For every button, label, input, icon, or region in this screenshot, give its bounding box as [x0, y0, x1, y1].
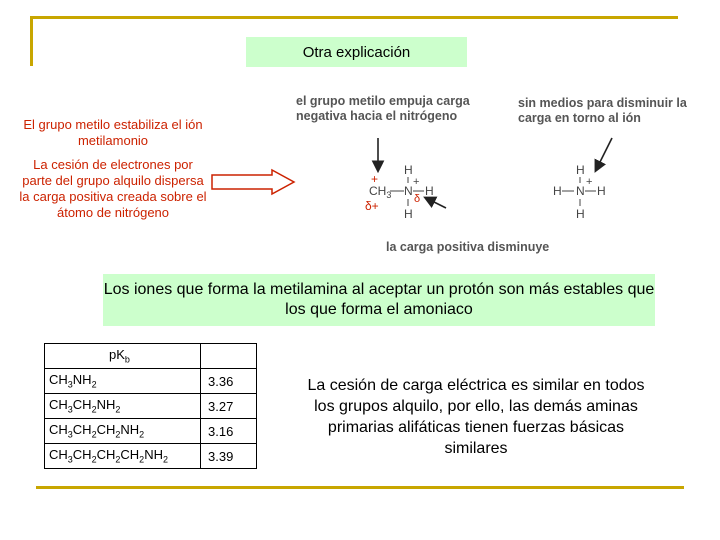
header-right	[201, 344, 257, 369]
compound-cell: $CH_3CH_2CH_2NH_2$	[45, 419, 201, 444]
table-row	[45, 369, 257, 394]
frame-top-line	[30, 16, 678, 19]
delta-plus-methyl: δ+	[365, 199, 379, 213]
molecule-drawing	[290, 90, 710, 260]
ammonium-h-top: H	[576, 163, 585, 177]
ammonium-nitrogen: N	[576, 184, 585, 198]
ammonium-h-left: H	[553, 184, 562, 198]
label-charge-decreases: la carga positiva disminuye	[386, 240, 550, 254]
ch3-group: $CH_3$	[369, 184, 392, 200]
pkb-cell: 3.39	[201, 444, 257, 469]
pkb-cell: 3.27	[201, 394, 257, 419]
slide-title-text: Otra explicación	[302, 43, 411, 61]
ammonium-h-bottom: H	[576, 207, 585, 221]
conclusion-text: La cesión de carga eléctrica es similar en todos los grupos alquilo, por ello, las demás aminas primarias alifáticas tienen fuerzas básicas similares	[307, 377, 645, 457]
compound-cell: $CH_3CH_2NH_2$	[45, 394, 201, 419]
note-methyl-stabilizes: El grupo metilo estabiliza el ión metilamonio	[23, 117, 203, 148]
hydrogen-right: H	[425, 184, 434, 198]
right-arrow-icon	[210, 168, 300, 196]
arrow-decrease	[426, 198, 446, 208]
ammonium-plus: +	[586, 176, 593, 188]
hydrogen-top: H	[404, 163, 413, 177]
header-pkb-text: $pK_b$	[109, 347, 130, 365]
label-methyl-pushes: el grupo metilo empuja carga negativa hacia el nitrógeno	[296, 94, 470, 123]
table-row	[45, 419, 257, 444]
frame-left-line	[30, 16, 33, 66]
note-electron-donation: La cesión de electrones por parte del grupo alquilo dispersa la carga positiva creada sobre el átomo de nitrógeno	[19, 157, 207, 220]
hydrogen-bottom: H	[404, 207, 413, 221]
compound-cell: $CH_3NH_2$	[45, 369, 201, 394]
table-row	[45, 444, 257, 469]
pkb-table	[44, 343, 257, 469]
pkb-cell: 3.36	[201, 369, 257, 394]
ammonium-h-right: H	[597, 184, 606, 198]
frame-bottom-line	[36, 486, 684, 489]
delta-on-n: δ	[414, 193, 421, 205]
stability-statement	[103, 274, 655, 326]
compound-cell: $CH_3CH_2CH_2CH_2NH_2$	[45, 444, 201, 469]
plus-charge-n: +	[413, 176, 420, 188]
nitrogen-atom: N	[404, 184, 413, 198]
header-pkb	[45, 344, 201, 369]
table-header-row	[45, 344, 257, 369]
table-row	[45, 394, 257, 419]
label-no-means: sin medios para disminuir la carga en torno al ión	[518, 96, 687, 125]
pkb-cell: 3.16	[201, 419, 257, 444]
plus-sign-methyl: +	[371, 172, 379, 186]
slide-title	[246, 37, 467, 67]
arrow-no-means	[596, 138, 612, 170]
stability-statement-text: Los iones que forma la metilamina al aceptar un protón son más estables que los que forma el amoniaco	[103, 281, 655, 318]
charge-diagram	[290, 90, 710, 260]
